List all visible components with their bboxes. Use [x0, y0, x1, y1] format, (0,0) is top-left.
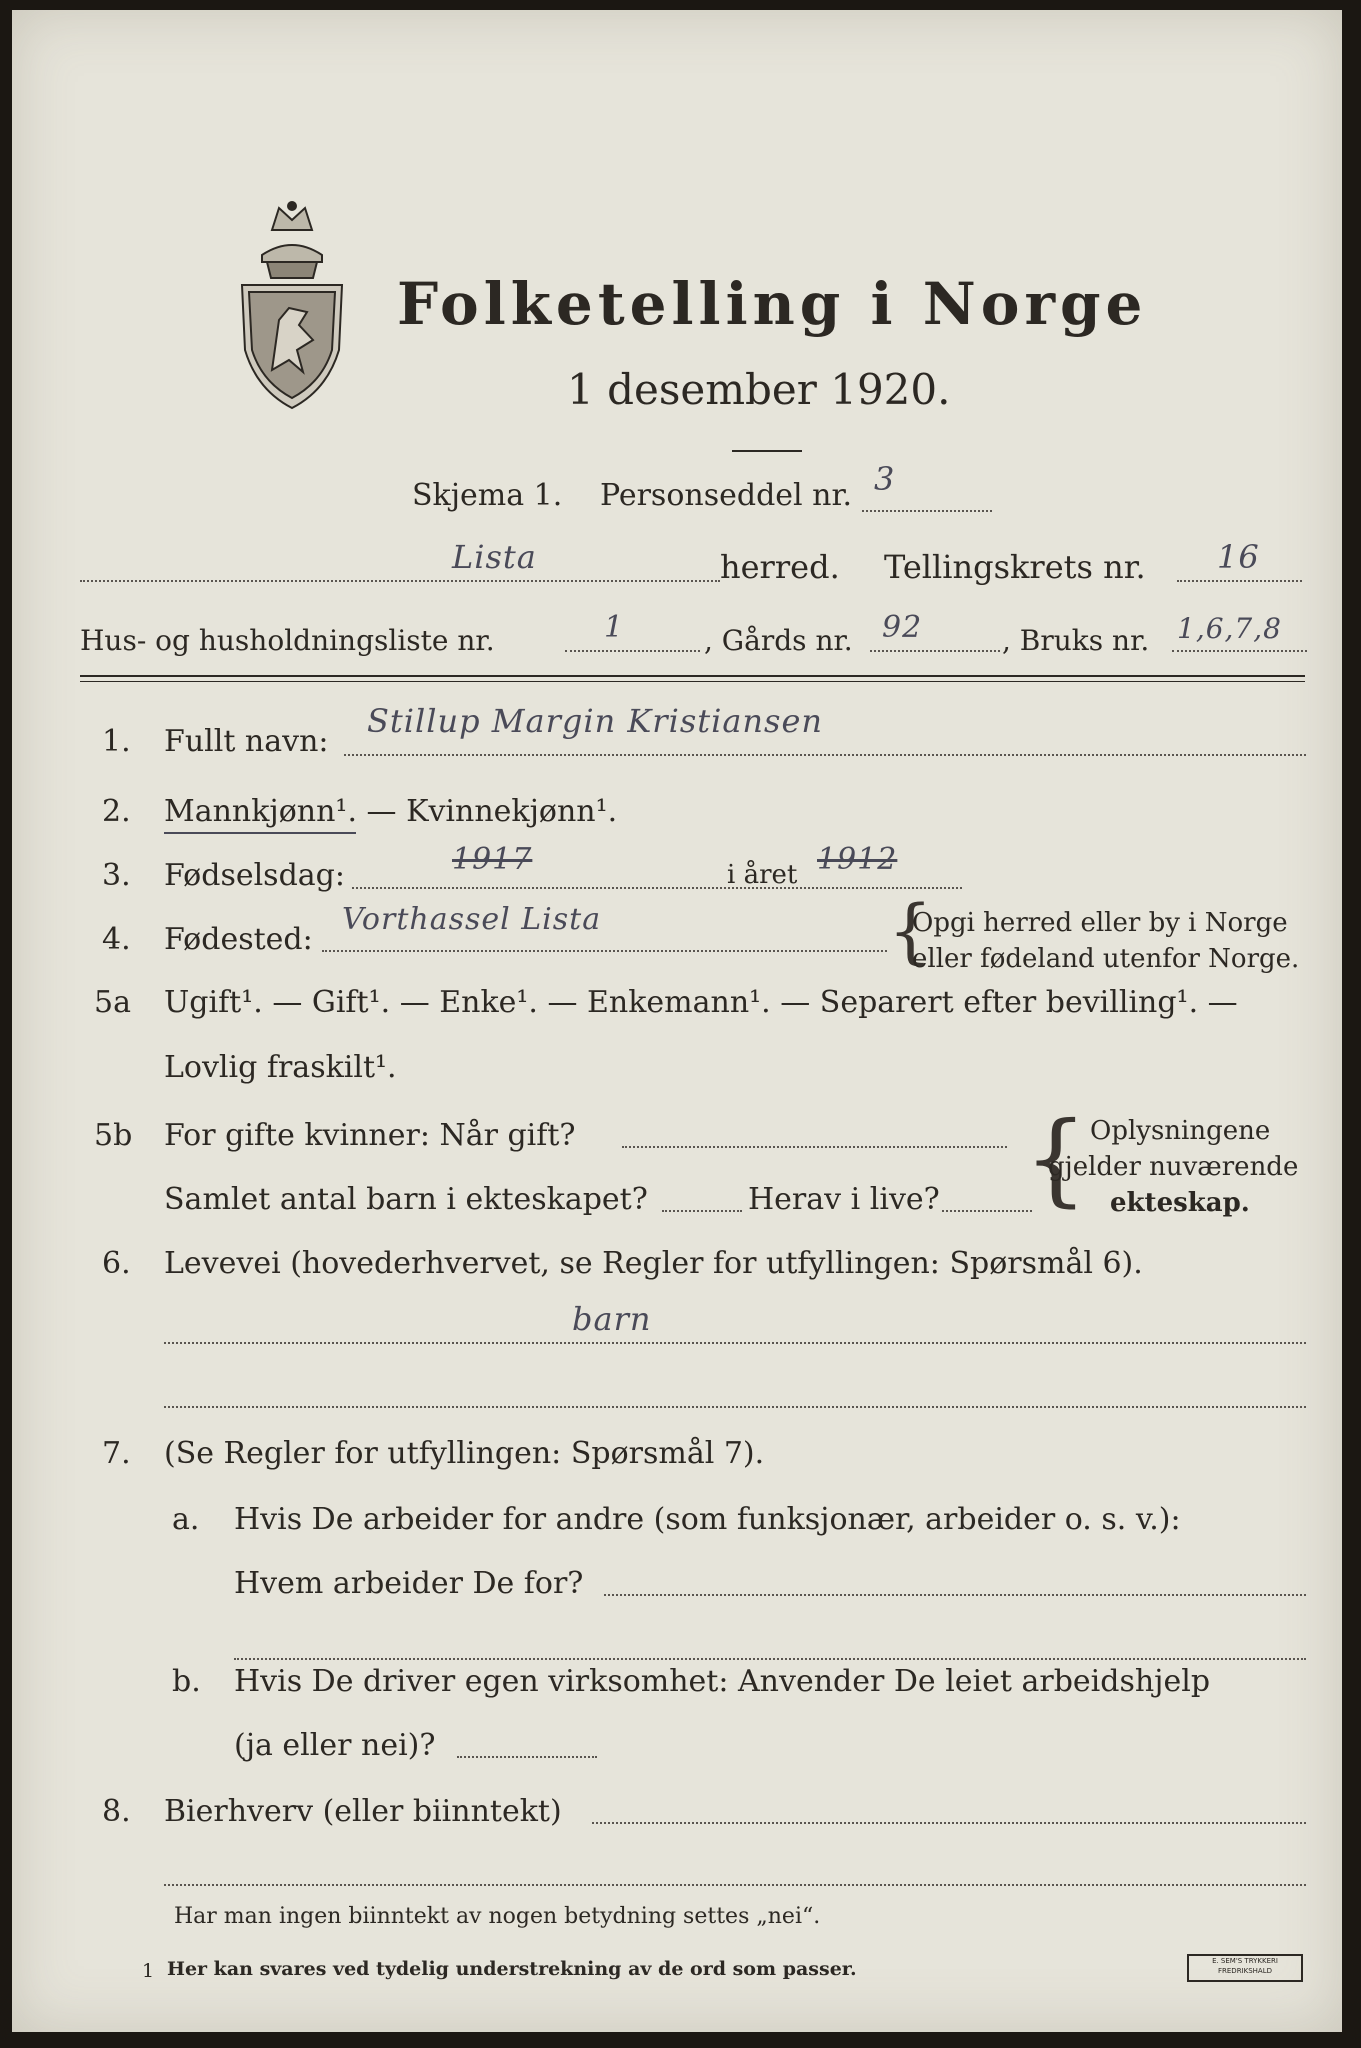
q5b-note-line1: Oplysningene — [1090, 1116, 1271, 1146]
q3-year-label: i året — [727, 860, 798, 890]
q7a-line1: Hvis De arbeider for andre (som funksjonær, arbeider o. s. v.): — [234, 1502, 1181, 1537]
q6-number: 6. — [102, 1246, 131, 1281]
hus-line — [565, 650, 700, 652]
q7b-line1: Hvis De driver egen virksomhet: Anvender De leiet arbeidshjelp — [234, 1664, 1211, 1699]
q4-note-line2: eller fødeland utenfor Norge. — [912, 944, 1300, 974]
herred-line — [80, 580, 720, 582]
herred-value: Lista — [452, 538, 537, 576]
hus-value: 1 — [604, 610, 625, 645]
q5b-barn-label: Samlet antal barn i ekteskapet? — [164, 1182, 648, 1217]
q7b-letter: b. — [172, 1664, 201, 1699]
q2-number: 2. — [102, 794, 131, 829]
q3-struck-value: 1917 — [452, 842, 533, 877]
bruks-value: 1,6,7,8 — [1177, 612, 1282, 645]
q6-line-2 — [164, 1406, 1306, 1408]
q3-number: 3. — [102, 858, 131, 893]
footnote-text: Her kan svares ved tydelig understrekning av de ord som passer. — [167, 1958, 857, 1980]
footnote-mark: 1 — [142, 1960, 155, 1982]
census-form-sheet — [12, 10, 1342, 2032]
q4-number: 4. — [102, 922, 131, 957]
q5b-number: 5b — [94, 1118, 133, 1153]
q4-note-brace: { — [888, 890, 933, 972]
q5b-note-line2: gjelder nuværende — [1048, 1152, 1299, 1182]
q3-year-value: 1912 — [817, 842, 898, 877]
q5b-ilive-line — [942, 1210, 1032, 1212]
q5a-line2: Lovlig fraskilt¹. — [164, 1050, 397, 1085]
q5b-note-brace: { — [1024, 1100, 1088, 1217]
q4-value: Vorthassel Lista — [342, 902, 602, 937]
q5b-barn-line — [662, 1210, 742, 1212]
gards-value: 92 — [882, 610, 923, 645]
gards-line — [870, 650, 1000, 652]
personseddel-label: Personseddel nr. — [600, 478, 853, 513]
q4-line — [322, 950, 887, 952]
q8-label: Bierhverv (eller biinntekt) — [164, 1794, 562, 1829]
q8-line — [592, 1822, 1306, 1824]
q7-label: (Se Regler for utfyllingen: Spørsmål 7). — [164, 1436, 765, 1471]
printer-stamp: E. SEM'S TRYKKERI FREDRIKSHALD — [1187, 1954, 1303, 1982]
skjema-label: Skjema 1. — [412, 478, 563, 513]
q7a-line-2 — [234, 1658, 1306, 1660]
q1-number: 1. — [102, 724, 131, 759]
personseddel-value: 3 — [874, 460, 896, 498]
q7b-line2: (ja eller nei)? — [234, 1728, 436, 1763]
q4-label: Fødested: — [164, 922, 313, 957]
bruks-line — [1172, 650, 1307, 652]
personseddel-line — [862, 510, 992, 512]
q5b-note-line3: ekteskap. — [1110, 1188, 1250, 1218]
census-date: 1 desember 1920. — [567, 365, 951, 414]
tellingskrets-value: 16 — [1217, 538, 1260, 576]
q1-label: Fullt navn: — [164, 724, 329, 759]
q1-value: Stillup Margin Kristiansen — [367, 702, 823, 740]
title-divider — [732, 450, 802, 452]
header-rule-2 — [80, 681, 1305, 682]
tellingskrets-label: Tellingskrets nr. — [884, 548, 1146, 586]
q5a-line1: Ugift¹. — Gift¹. — Enke¹. — Enkemann¹. — Separert efter bevilling¹. — — [164, 985, 1238, 1020]
q3-label: Fødselsdag: — [164, 858, 345, 893]
q7a-line — [604, 1594, 1306, 1596]
q8-number: 8. — [102, 1794, 131, 1829]
hus-label: Hus- og husholdningsliste nr. — [80, 624, 495, 657]
footer-note: Har man ingen biinntekt av nogen betydning settes „nei“. — [174, 1904, 821, 1929]
q3-line — [352, 887, 962, 889]
gards-label: , Gårds nr. — [704, 624, 853, 657]
herred-label: herred. — [720, 548, 840, 586]
q1-line — [344, 754, 1306, 756]
q2-label: Mannkjønn¹. — Kvinnekjønn¹. — [164, 794, 618, 829]
bruks-label: , Bruks nr. — [1002, 624, 1150, 657]
q2-mannkjonn-underline — [164, 832, 356, 834]
q5b-ilive-label: Herav i live? — [748, 1182, 940, 1217]
q5b-line1: For gifte kvinner: Når gift? — [164, 1118, 576, 1153]
q5a-number: 5a — [94, 985, 131, 1020]
coat-of-arms-icon — [227, 200, 357, 415]
header-rule-1 — [80, 675, 1305, 677]
q4-note-line1: Opgi herred eller by i Norge — [912, 908, 1288, 938]
tellingskrets-line — [1177, 580, 1302, 582]
q6-value: barn — [572, 1300, 652, 1338]
q5b-gift-line — [622, 1146, 1007, 1148]
q7-number: 7. — [102, 1436, 131, 1471]
q6-label: Levevei (hovederhvervet, se Regler for utfyllingen: Spørsmål 6). — [164, 1246, 1143, 1281]
q7a-line2: Hvem arbeider De for? — [234, 1566, 584, 1601]
q6-line-1 — [164, 1342, 1306, 1344]
q7a-letter: a. — [172, 1502, 200, 1537]
page-title: Folketelling i Norge — [397, 270, 1148, 338]
q7b-line — [457, 1756, 597, 1758]
q8-line-2 — [164, 1884, 1306, 1886]
